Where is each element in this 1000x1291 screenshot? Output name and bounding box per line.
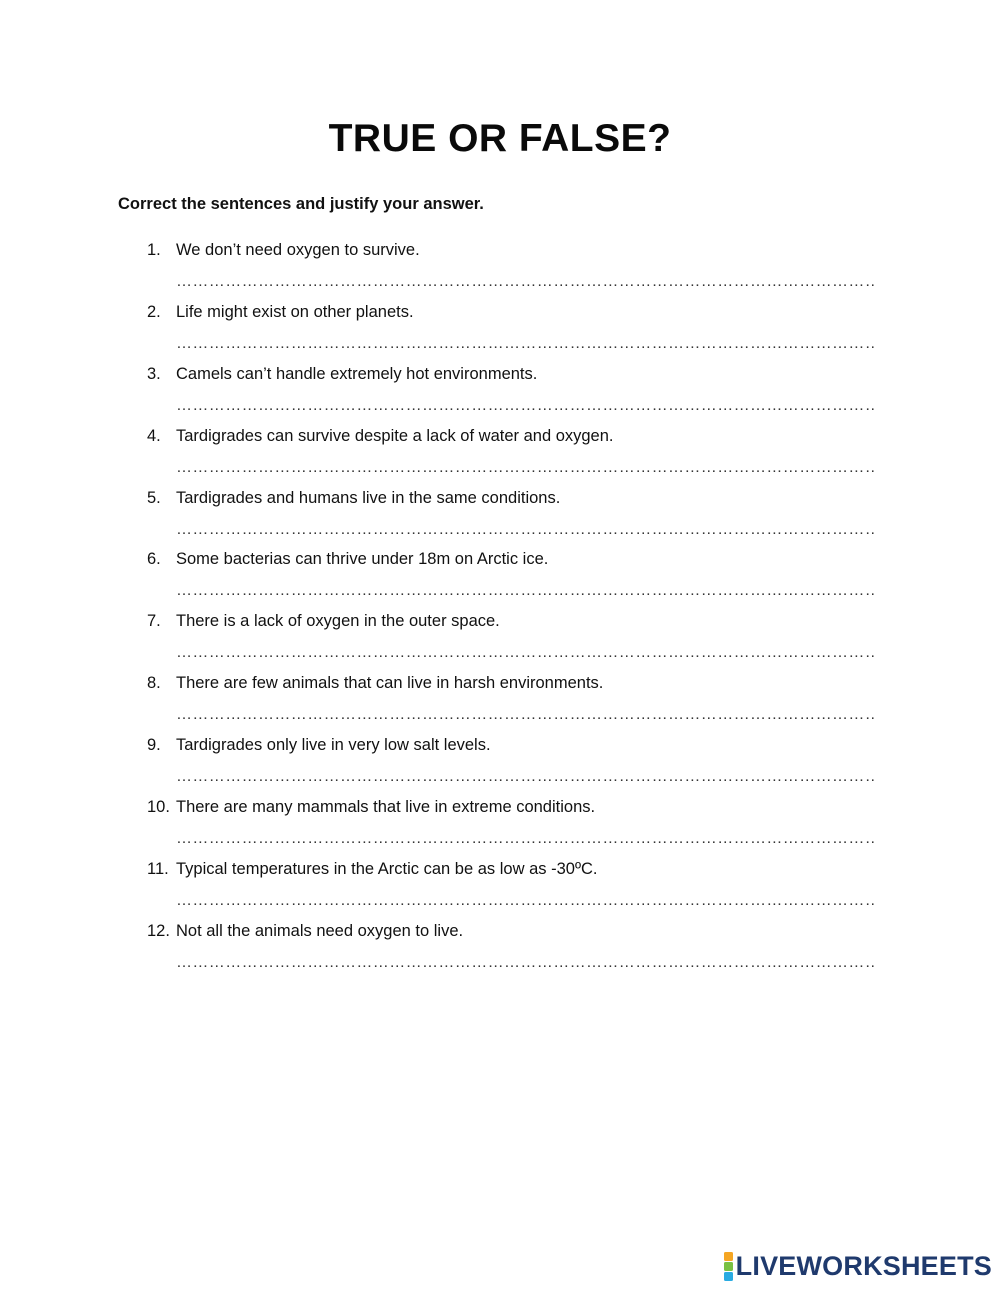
- question-item: [0, 920, 1000, 982]
- question-text: Camels can’t handle extremely hot environments.: [176, 364, 538, 383]
- question-item: [0, 858, 1000, 920]
- question-item: [0, 425, 1000, 487]
- question-number: 8.: [147, 674, 161, 693]
- answer-field[interactable]: [176, 706, 876, 724]
- question-number: 10.: [147, 798, 170, 817]
- question-text: We don’t need oxygen to survive.: [176, 241, 420, 259]
- question-number: 1.: [147, 241, 161, 259]
- question-text: Typical temperatures in the Arctic can be as low as -30ºC.: [176, 859, 598, 878]
- logo-block-bottom: [724, 1272, 733, 1281]
- question-text: Tardigrades and humans live in the same conditions.: [176, 488, 561, 507]
- question-item: [0, 301, 1000, 363]
- question-number: 6.: [147, 550, 161, 569]
- logo-block-top: [724, 1252, 733, 1261]
- question-item: [0, 239, 1000, 301]
- question-number: 2.: [147, 302, 161, 321]
- question-text: There are many mammals that live in extreme conditions.: [176, 798, 596, 817]
- answer-field[interactable]: [176, 521, 876, 539]
- question-text: There is a lack of oxygen in the outer space.: [176, 612, 500, 631]
- answer-field[interactable]: [176, 954, 876, 972]
- question-number: 3.: [147, 364, 161, 383]
- question-item: [0, 610, 1000, 672]
- logo-block-middle: [724, 1262, 733, 1271]
- instructions: Correct the sentences and justify your answer.: [118, 195, 484, 213]
- liveworksheets-logo-icon: [724, 1252, 733, 1281]
- page-title: TRUE OR FALSE?: [328, 117, 672, 160]
- question-item: [0, 548, 1000, 610]
- question-item: [0, 672, 1000, 734]
- question-item: [0, 487, 1000, 549]
- answer-field[interactable]: [176, 768, 876, 786]
- answer-field[interactable]: [176, 335, 876, 353]
- question-text: Tardigrades can survive despite a lack of water and oxygen.: [176, 426, 614, 445]
- question-number: 11.: [147, 859, 169, 878]
- brand-name: LIVEWORKSHEETS: [735, 1251, 992, 1281]
- answer-field[interactable]: [176, 582, 876, 600]
- question-text: Life might exist on other planets.: [176, 302, 414, 321]
- question-number: 7.: [147, 612, 161, 631]
- question-number: 9.: [147, 736, 161, 755]
- answer-field[interactable]: [176, 830, 876, 848]
- question-text: Some bacterias can thrive under 18m on Arctic ice.: [176, 550, 549, 569]
- answer-field[interactable]: [176, 892, 876, 910]
- question-item: [0, 363, 1000, 425]
- answer-field[interactable]: [176, 459, 876, 477]
- question-text: Not all the animals need oxygen to live.: [176, 921, 464, 940]
- question-number: 5.: [147, 488, 161, 507]
- question-text: There are few animals that can live in harsh environments.: [176, 674, 604, 693]
- answer-field[interactable]: [176, 273, 876, 291]
- question-number: 4.: [147, 426, 161, 445]
- liveworksheets-brand: [724, 1251, 992, 1281]
- question-item: [0, 734, 1000, 796]
- answer-field[interactable]: [176, 397, 876, 415]
- question-text: Tardigrades only live in very low salt levels.: [176, 736, 491, 755]
- question-number: 12.: [147, 921, 170, 940]
- question-item: [0, 796, 1000, 858]
- answer-field[interactable]: [176, 644, 876, 662]
- question-list: [0, 239, 1000, 982]
